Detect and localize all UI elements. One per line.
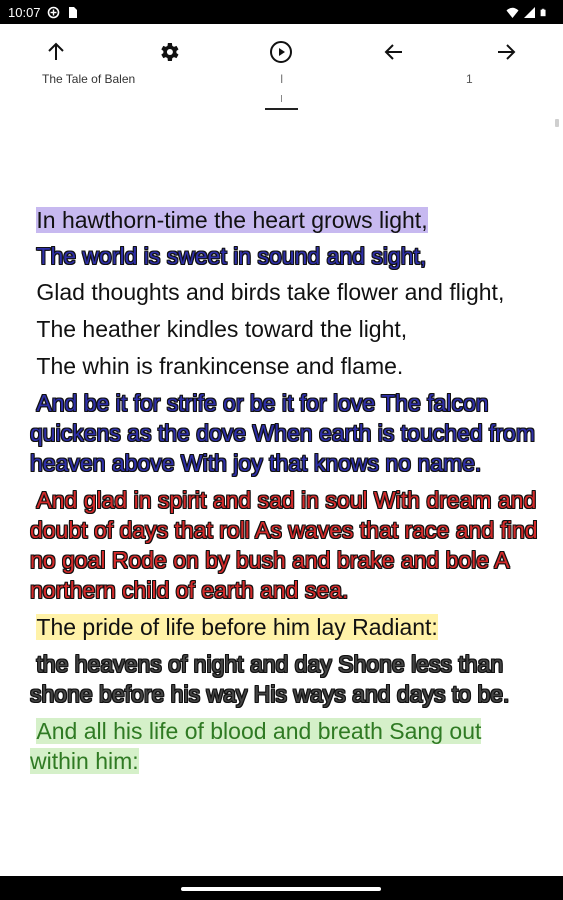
status-right: [506, 6, 553, 19]
next-button[interactable]: [486, 34, 526, 74]
sync-icon: [47, 6, 60, 19]
poem-line: And all his life of blood and breath Sang out within him:: [30, 718, 482, 774]
back-arrow-icon: [382, 40, 406, 69]
progress-indicator[interactable]: [265, 108, 298, 110]
book-title: The Tale of Balen: [42, 72, 136, 86]
signal-icon: [523, 6, 536, 19]
page-number: 1: [466, 72, 473, 86]
poem-stanza: And glad in spirit and sad in soul With dream and doubt of days that roll As waves that race and find no goal Rode on by bush and brake and bole A northern child of earth and sea.: [30, 487, 538, 603]
poem-line: The heather kindles toward the light,: [36, 316, 408, 342]
battery-icon: [540, 6, 553, 19]
chapter-marker: I: [280, 72, 284, 86]
poem-stanza: the heavens of night and day Shone less than shone before his way His ways and days to be.: [30, 651, 510, 707]
play-icon: [269, 40, 293, 69]
status-bar: [0, 0, 563, 24]
play-button[interactable]: [261, 34, 301, 74]
reader-toolbar: [0, 24, 563, 116]
system-navigation-bar: [0, 876, 563, 900]
settings-button[interactable]: [149, 34, 189, 74]
status-left: [8, 5, 79, 20]
poem-stanza: And be it for strife or be it for love The falcon quickens as the dove When earth is touched from heaven above With joy that knows no name.: [30, 390, 536, 476]
poem-line: The world is sweet in sound and sight,: [36, 243, 427, 269]
poem-line: In hawthorn-time the heart grows light,: [36, 207, 428, 233]
poem-line: The whin is frankincense and flame.: [36, 353, 404, 379]
up-button[interactable]: [36, 34, 76, 74]
progress-tick: [281, 95, 282, 102]
forward-arrow-icon: [494, 40, 518, 69]
wifi-icon: [506, 6, 519, 19]
poem-line: The pride of life before him lay Radiant:: [36, 614, 438, 640]
reader-text: [30, 205, 540, 783]
status-time: 10:07: [8, 4, 41, 20]
previous-button[interactable]: [374, 34, 414, 74]
home-gesture-handle[interactable]: [181, 887, 381, 891]
scrollbar-thumb[interactable]: [555, 119, 559, 127]
sd-card-icon: [66, 6, 79, 19]
poem-line: Glad thoughts and birds take flower and flight,: [36, 279, 505, 305]
gear-icon: [157, 40, 181, 69]
up-arrow-icon: [44, 40, 68, 69]
